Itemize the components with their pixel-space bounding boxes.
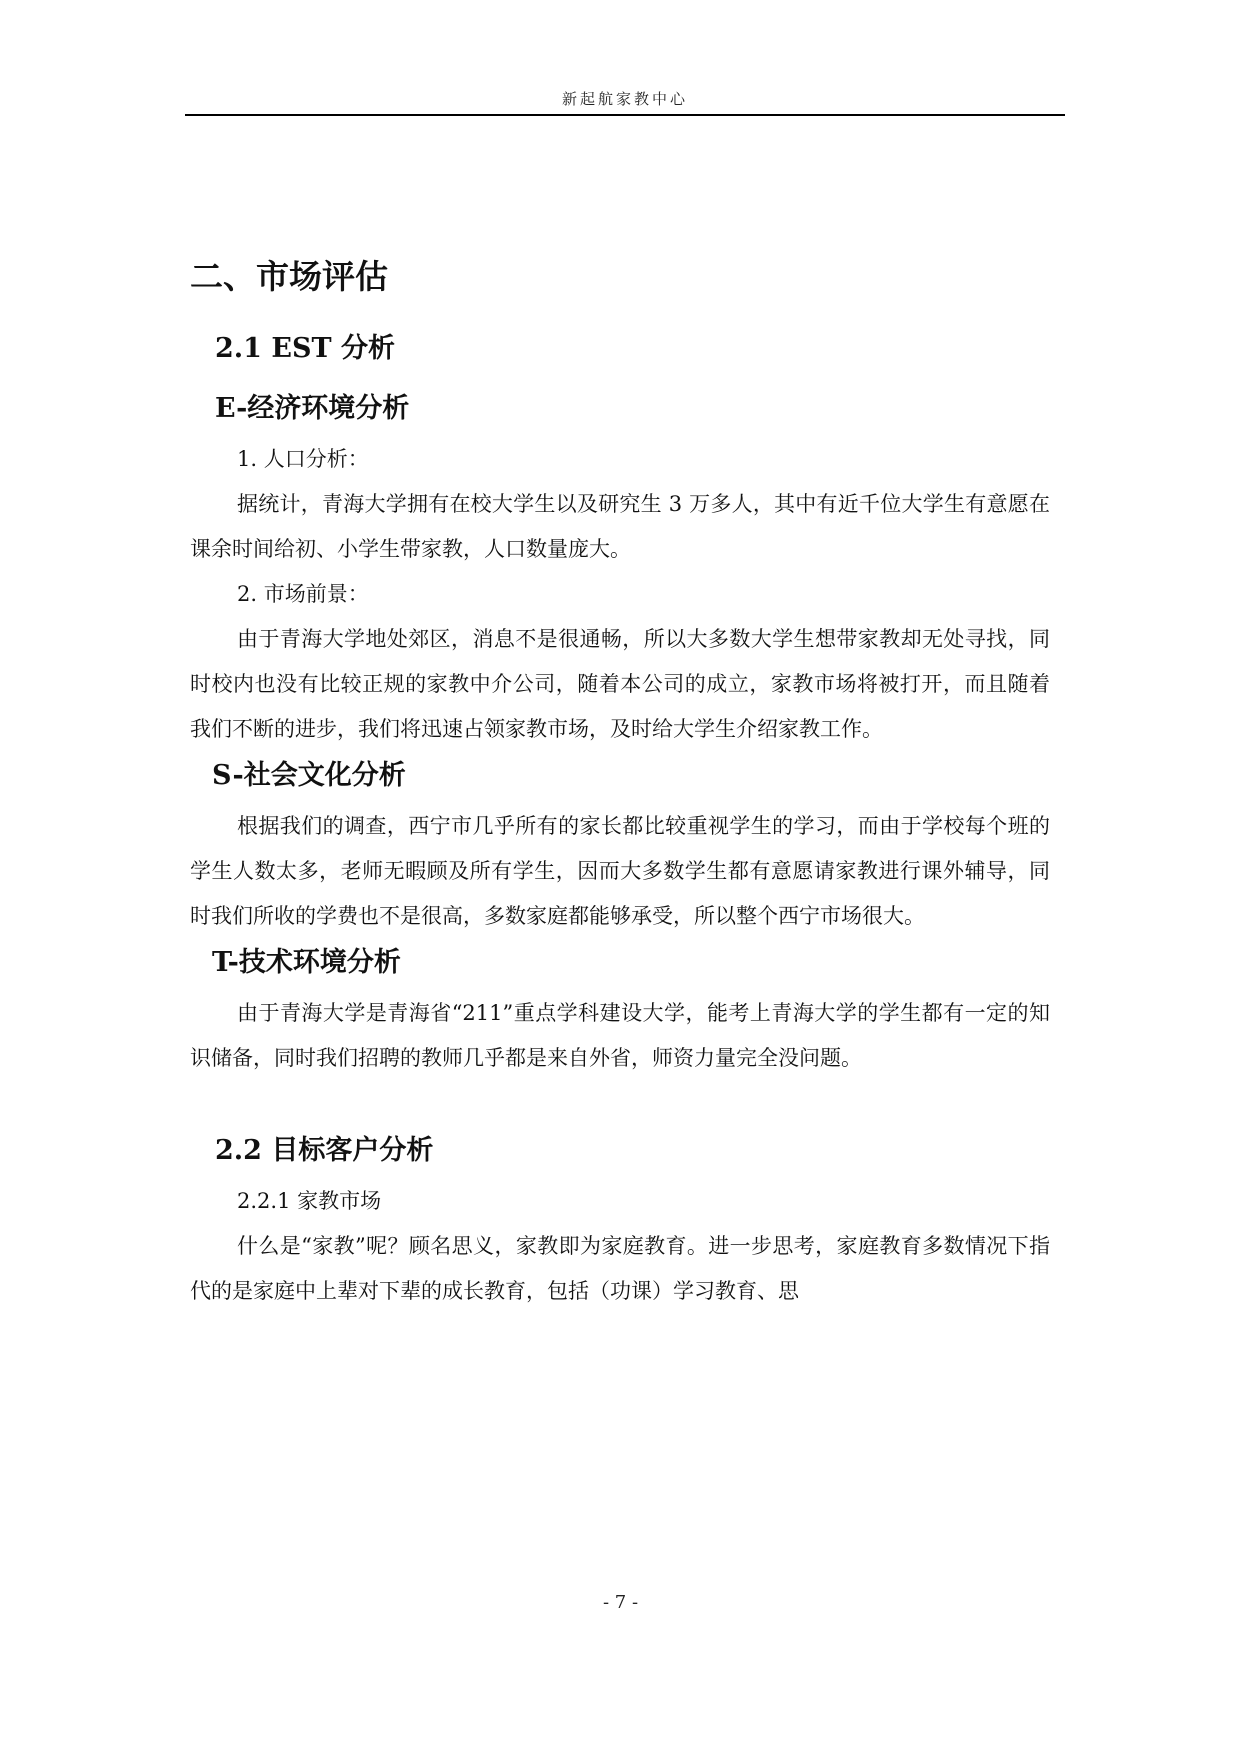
page-content <box>190 255 1050 1314</box>
market-prospect-label: 2. 市场前景： <box>237 582 369 606</box>
population-analysis-text: 据统计，青海大学拥有在校大学生以及研究生 3 万多人，其中有近千位大学生有意愿在课余时间给初、小学生带家教，人口数量庞大。 <box>190 492 1050 561</box>
social-culture-title: S-社会文化分析 <box>212 760 406 791</box>
section-gap <box>190 1081 1050 1131</box>
social-culture-text: 根据我们的调查，西宁市几乎所有的家长都比较重视学生的学习，而由于学校每个班的学生人数太多，老师无暇顾及所有学生，因而大多数学生都有意愿请家教进行课外辅导，同时我们所收的学费也不是很高，多数家庭都能够承受，所以整个西宁市场很大。 <box>190 814 1050 928</box>
market-prospect-text: 由于青海大学地处郊区，消息不是很通畅，所以大多数大学生想带家教却无处寻找，同时校内也没有比较正规的家教中介公司，随着本公司的成立，家教市场将被打开，而且随着我们不断的进步，我们将迅速占领家教市场，及时给大学生介绍家教工作。 <box>190 627 1050 741</box>
section-2-2-title: 2.2 目标客户分析 <box>215 1135 434 1166</box>
population-analysis-label: 1. 人口分析： <box>237 447 369 471</box>
page-header: 新起航家教中心 <box>561 90 688 108</box>
tech-environment-text: 由于青海大学是青海省“211”重点学科建设大学，能考上青海大学的学生都有一定的知识储备，同时我们招聘的教师几乎都是来自外省，师资力量完全没问题。 <box>190 1001 1050 1070</box>
section-2-1-title: 2.1 EST 分析 <box>215 333 395 364</box>
chapter-title: 二、市场评估 <box>190 257 388 296</box>
economic-analysis-title: E-经济环境分析 <box>215 393 410 424</box>
tech-environment-title: T-技术环境分析 <box>212 947 401 978</box>
tutoring-market-text: 什么是“家教”呢？顾名思义，家教即为家庭教育。进一步思考，家庭教育多数情况下指代的是家庭中上辈对下辈的成长教育，包括（功课）学习教育、思 <box>190 1234 1050 1303</box>
tutoring-market-label: 2.2.1 家教市场 <box>237 1189 382 1213</box>
page-number: - 7 - <box>602 1592 639 1613</box>
header-rule <box>185 114 1065 116</box>
